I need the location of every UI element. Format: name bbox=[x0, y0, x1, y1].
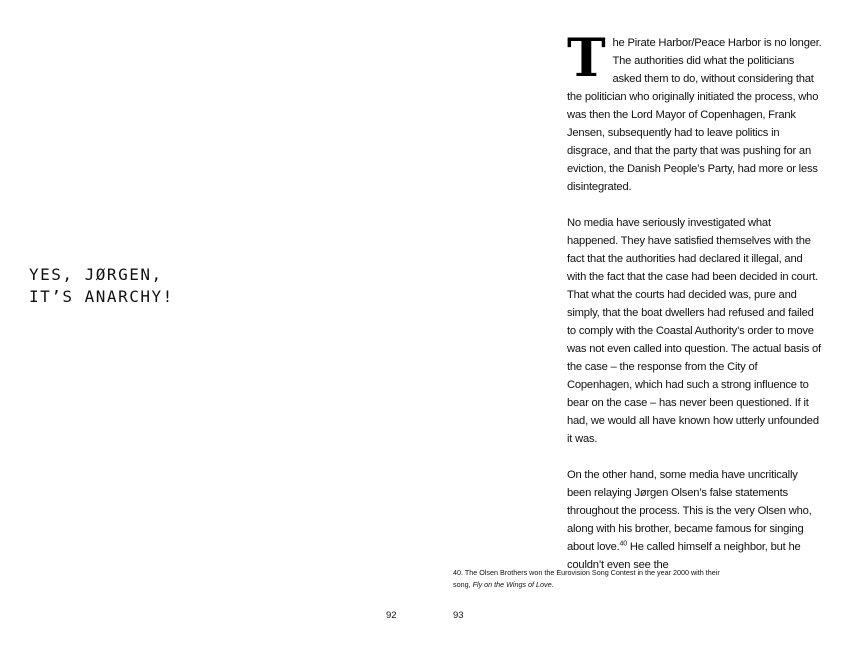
chapter-title-line-2: IT’S ANARCHY! bbox=[29, 287, 174, 306]
paragraph-1 bbox=[567, 28, 824, 196]
footnote-text: 40. The Olsen Brothers won the Eurovision Song Contest in the year 2000 with their song, bbox=[453, 568, 720, 589]
right-page bbox=[425, 0, 850, 652]
chapter-title-line-1: YES, JØRGEN, bbox=[29, 265, 163, 284]
paragraph-3 bbox=[567, 466, 824, 574]
footnote-end: . bbox=[551, 580, 554, 589]
page-number-left: 92 bbox=[386, 610, 397, 621]
page-number-right: 93 bbox=[453, 610, 464, 621]
paragraph-3-text-before: On the other hand, some media have uncritically been relaying Jørgen Olsen’s false statements throughout the process. This is the very Olsen who, along with his brother, became famous for singing about love. bbox=[567, 469, 812, 553]
drop-cap: T bbox=[567, 28, 606, 89]
paragraph-1-text: he Pirate Harbor/Peace Harbor is no longer. The authorities did what the politicians asked them to do, without considering that the politician who originally initiated the process, who was then the Lord Mayor of Copenhagen, Frank Jensen, subsequently had to leave politics in disgrace, and that the party that was pushing for an eviction, the Danish People’s Party, had more or less disintegrated. bbox=[567, 37, 822, 193]
footnote-song-title: Fly on the Wings of Love bbox=[472, 580, 552, 589]
paragraph-2: No media have seriously investigated what happened. They have satisfied themselves with the fact that the authorities had declared it illegal, and with the fact that the case had been decided in court. That what the courts had decided was, pure and simply, that the boat dwellers had refused and failed to comply with the Coastal Authority’s order to move was not even called into question. The actual basis of the case – the response from the City of Copenhagen, which had such a strong influence to bear on the case – has never been questioned. If it had, we would all have known how utterly unfounded it was. bbox=[567, 217, 821, 445]
chapter-title bbox=[29, 264, 174, 308]
footnote bbox=[453, 567, 728, 591]
body-text bbox=[567, 28, 824, 574]
paragraph-3-text-after: He called himself a neighbor, but he couldn’t even see the bbox=[567, 541, 801, 571]
footnote-reference: 40 bbox=[619, 540, 627, 548]
